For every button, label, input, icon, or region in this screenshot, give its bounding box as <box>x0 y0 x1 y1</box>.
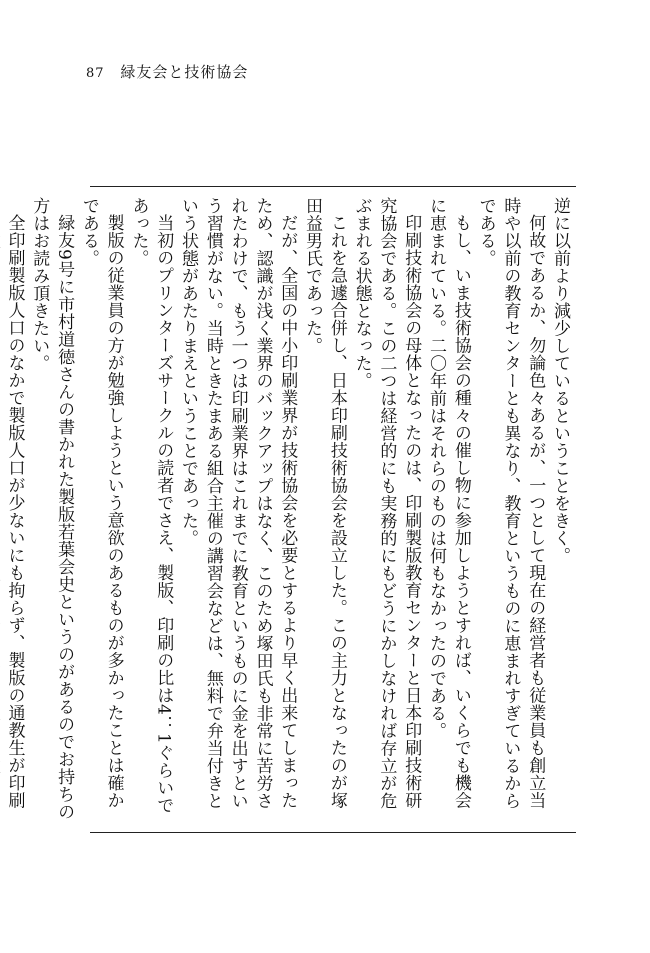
paragraph: 何故であるか、勿論色々あるが、一つとして現在の経営者も従業員も創立当時や以前の教育センターとも異なり、教育というものに恵まれすぎているからである。 <box>475 197 546 810</box>
paragraph: これを急遽合併し、日本印刷技術協会を設立した。この主力となったのが塚田益男氏であった。 <box>302 197 347 809</box>
chapter-title: 緑友会と技術協会 <box>120 63 249 81</box>
page-number: 87 <box>86 66 105 81</box>
paragraph: 緑友9号に市村道徳さんの書かれた製版若葉会史というのがあるのでお持ちの方はお読み頂きたい。 <box>29 197 75 821</box>
top-rule <box>90 186 576 187</box>
bottom-rule <box>90 832 576 833</box>
vertical-body-text <box>4 197 572 825</box>
paragraph: 全印刷製版人口のなかで製版人口が少ないにも拘らず、製版の通教生が印刷 <box>4 214 25 809</box>
paragraph: 印刷技術協会の母体となったのは、印刷製版教育センターと日本印刷技術研究協会である。この二つは経営的にも実務的にもどうにかしなければ存立が危ぶまれる状態となった。 <box>351 197 422 810</box>
paragraph: もし、いま技術協会の種々の催し物に参加しようとすれば、いくらでも機会に恵まれている。二〇年前はそれらのものは何もなかったのである。 <box>426 197 471 809</box>
running-head <box>86 61 248 82</box>
paragraph: 製版の従業員の方が勉強しようという意欲のあるものが多かったことは確かである。 <box>78 197 124 809</box>
paragraph: 逆に以前より減少しているということをきく。 <box>550 197 570 565</box>
paragraph: 当初のプリンターズサークルの読者でさえ、製版、印刷の比は4：1ぐらいであった。 <box>128 197 174 815</box>
paragraph: だが、全国の中小印刷業界が技術協会を必要とするより早く出来てしまったため、認識が浅く業界のバックアップはなく、このため塚田氏も非常に苦労されたわけで、もう一つは印刷業界はこれまでに教育というものに金を出すという習慣がない。当時ときたまある組合主催の講習会などは、無料で弁当付きという状態があたりまえということであった。 <box>178 197 298 810</box>
